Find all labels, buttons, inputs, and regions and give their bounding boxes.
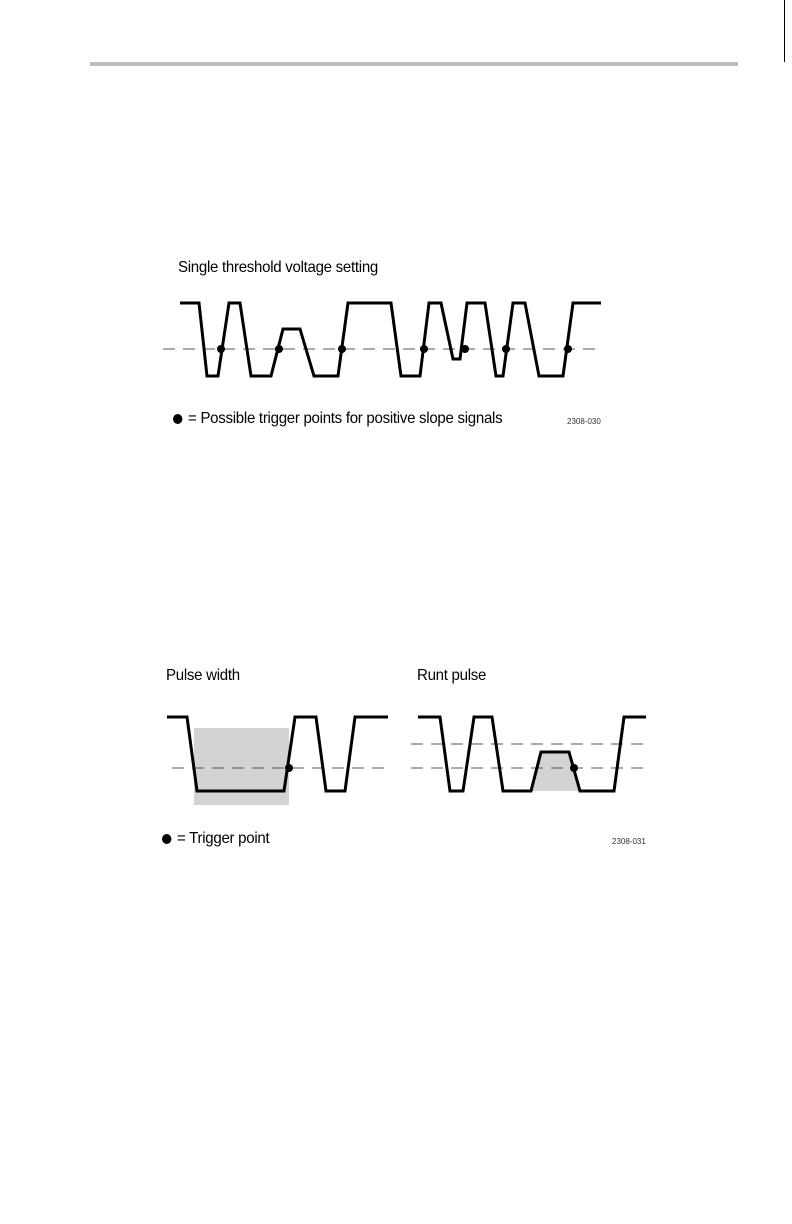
trigger-point [285,764,293,772]
pulse-width-region [194,728,289,805]
figure1-id: 2308-030 [567,417,601,426]
runt-pulse-trace [418,717,646,791]
figure1-title: Single threshold voltage setting [178,259,379,276]
figure2-id: 2308-031 [612,837,646,846]
trigger-dot-icon [162,834,171,844]
figure2-legend-text: = Trigger point [177,830,270,847]
runt-pulse-title: Runt pulse [417,667,487,684]
pulse-width-title: Pulse width [166,667,240,684]
figure2-legend [162,830,269,848]
trigger-point [570,764,578,772]
figure1-legend-text: = Possible trigger points for positive slope signals [188,410,503,427]
